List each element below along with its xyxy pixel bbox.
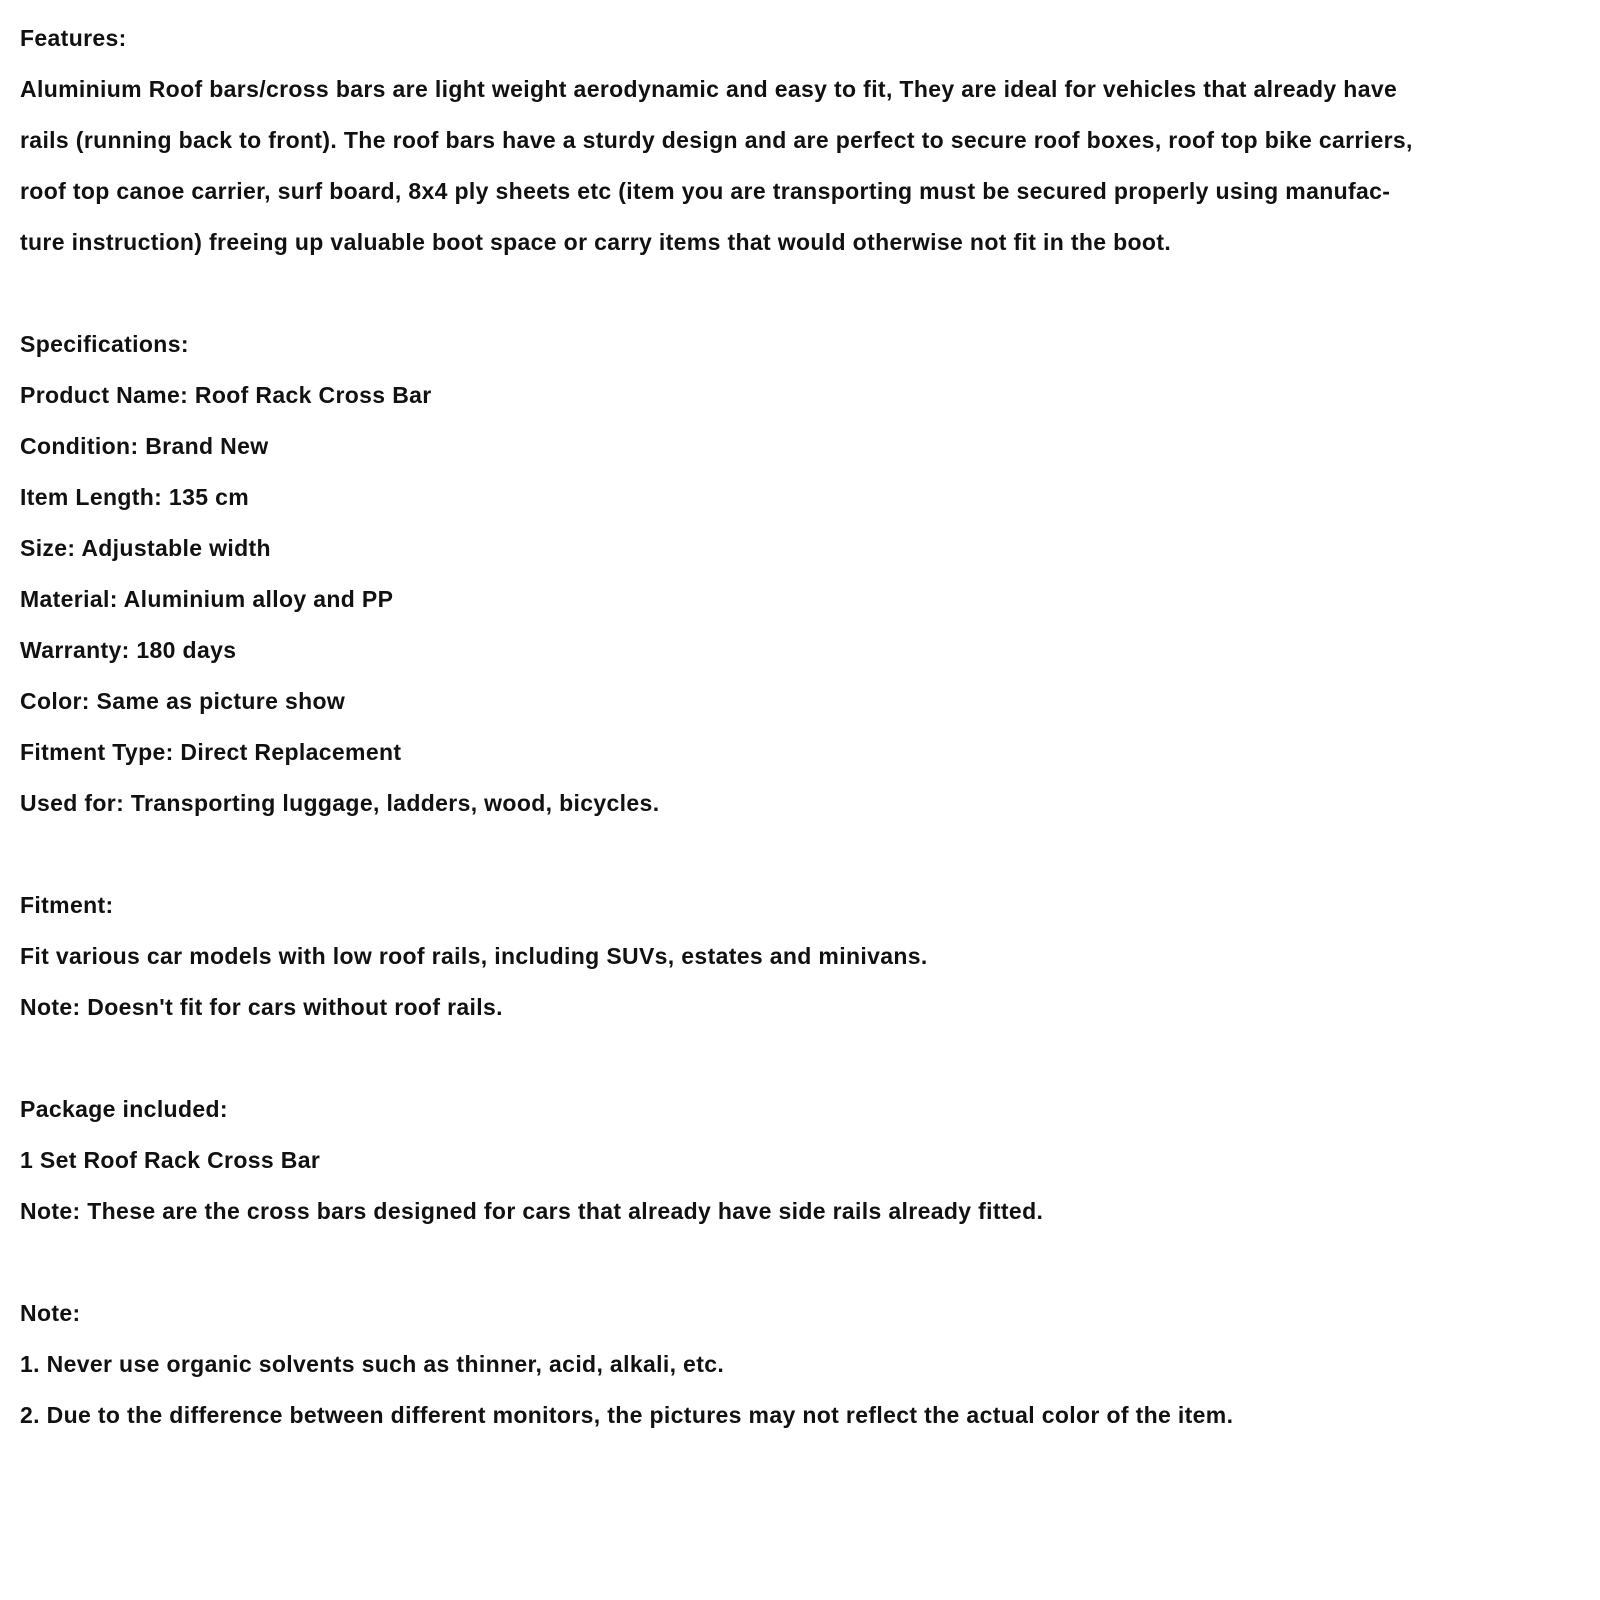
note-heading: Note: [20, 1300, 81, 1326]
spec-item: Fitment Type: Direct Replacement [20, 739, 402, 765]
spec-item: Material: Aluminium alloy and PP [20, 586, 394, 612]
spec-item: Item Length: 135 cm [20, 484, 250, 510]
spec-item: Warranty: 180 days [20, 637, 237, 663]
fitment-line: Fit various car models with low roof rails, including SUVs, estates and minivans. [20, 943, 928, 969]
package-line: Note: These are the cross bars designed for cars that already have side rails already fitted. [20, 1198, 1044, 1224]
note-line: 2. Due to the difference between different monitors, the pictures may not reflect the actual color of the item. [20, 1402, 1234, 1428]
spec-item: Used for: Transporting luggage, ladders, wood, bicycles. [20, 790, 660, 816]
spec-item: Product Name: Roof Rack Cross Bar [20, 382, 432, 408]
package-line: 1 Set Roof Rack Cross Bar [20, 1147, 321, 1173]
features-line: Aluminium Roof bars/cross bars are light weight aerodynamic and easy to fit, They are ideal for vehicles that already have [20, 76, 1398, 102]
spec-item: Color: Same as picture show [20, 688, 346, 714]
spec-item: Size: Adjustable width [20, 535, 271, 561]
features-line: ture instruction) freeing up valuable boot space or carry items that would otherwise not fit in the boot. [20, 229, 1172, 255]
note-line: 1. Never use organic solvents such as thinner, acid, alkali, etc. [20, 1351, 725, 1377]
features-heading: Features: [20, 25, 127, 51]
package-heading: Package included: [20, 1096, 228, 1122]
fitment-heading: Fitment: [20, 892, 114, 918]
features-line: rails (running back to front). The roof bars have a sturdy design and are perfect to secure roof boxes, roof top bike carriers, [20, 127, 1413, 153]
spec-item: Condition: Brand New [20, 433, 269, 459]
features-line: roof top canoe carrier, surf board, 8x4 ply sheets etc (item you are transporting must be secured properly using manufac- [20, 178, 1391, 204]
specifications-heading: Specifications: [20, 331, 189, 357]
fitment-line: Note: Doesn't fit for cars without roof rails. [20, 994, 503, 1020]
